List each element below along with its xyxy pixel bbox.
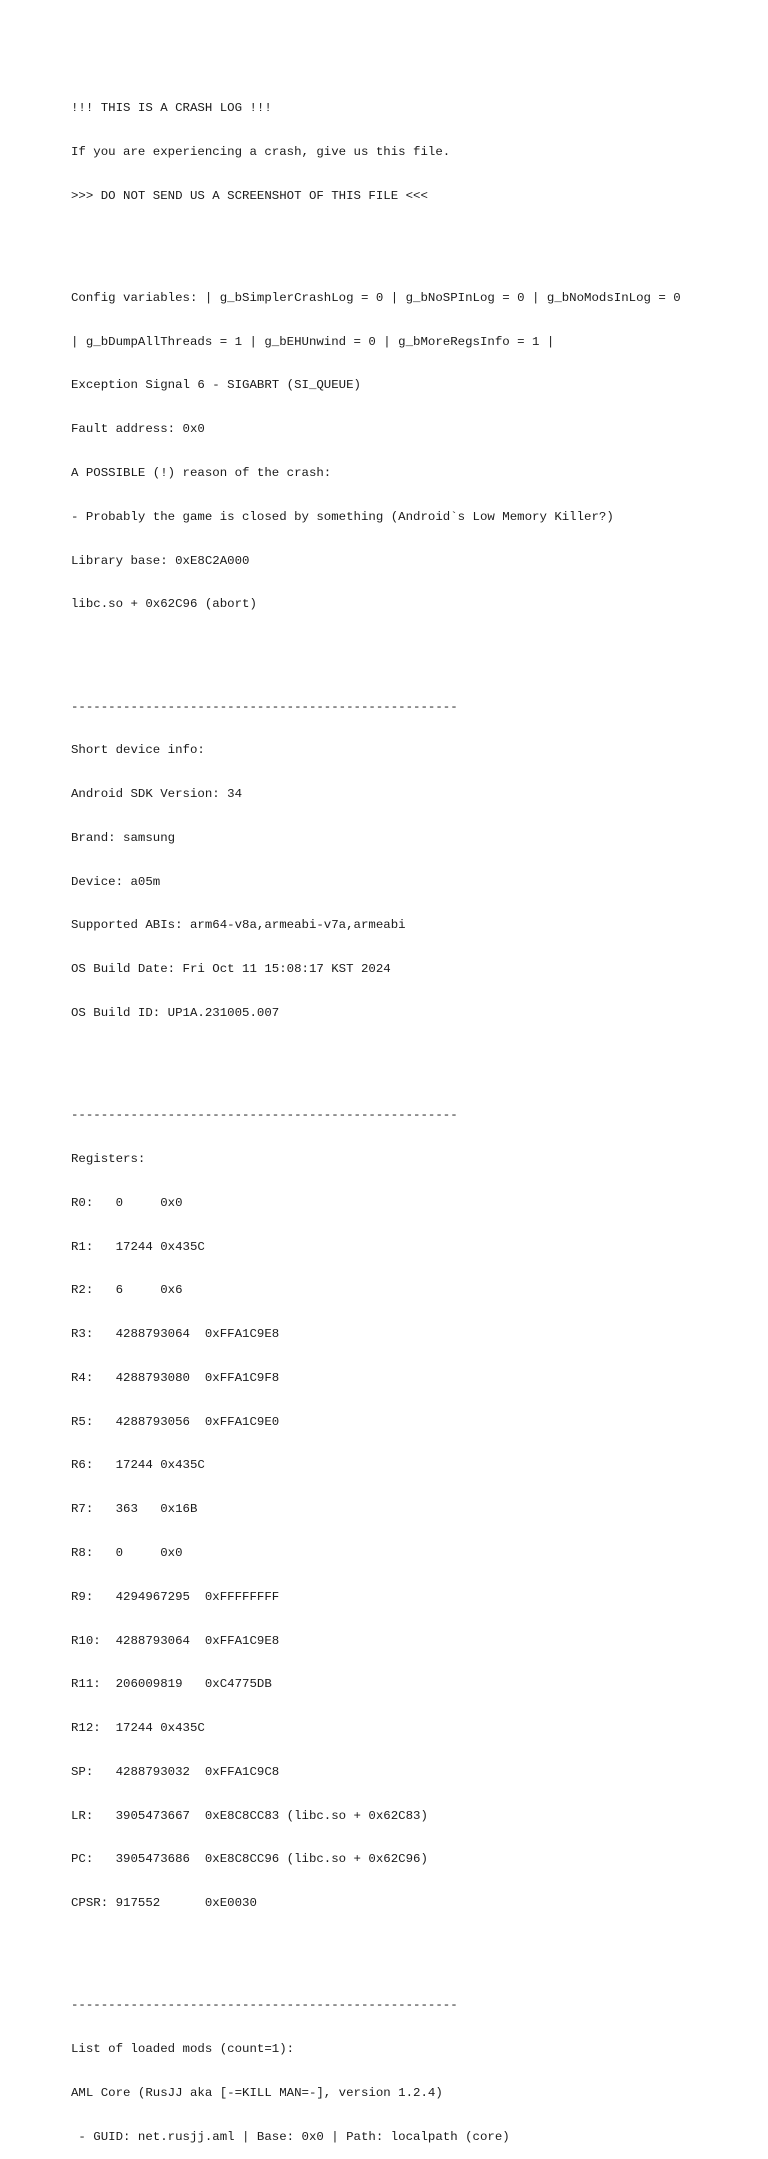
register-row: PC: 3905473686 0xE8C8CC96 (libc.so + 0x62C96) <box>71 1852 428 1867</box>
register-row: R0: 0 0x0 <box>71 1195 183 1210</box>
mods-heading: List of loaded mods (count=1): <box>71 2042 295 2057</box>
fault-address: Fault address: 0x0 <box>71 422 205 437</box>
register-row: SP: 4288793032 0xFFA1C9C8 <box>71 1764 280 1779</box>
device-model: Device: a05m <box>71 874 161 889</box>
section-separator: ---------------------------------------------------- <box>71 1108 458 1123</box>
register-row: R10: 4288793064 0xFFA1C9E8 <box>71 1633 280 1648</box>
library-base: Library base: 0xE8C2A000 <box>71 553 250 568</box>
crash-log-title: !!! THIS IS A CRASH LOG !!! <box>71 101 272 116</box>
crash-log-document <box>71 72 761 2159</box>
register-row: LR: 3905473667 0xE8C8CC83 (libc.so + 0x62C83) <box>71 1808 428 1823</box>
blank-line <box>71 233 761 248</box>
register-row: R7: 363 0x16B <box>71 1502 198 1517</box>
section-separator: ---------------------------------------------------- <box>71 699 458 714</box>
mod-name: AML Core (RusJJ aka [-=KILL MAN=-], version 1.2.4) <box>71 2085 443 2100</box>
config-variables-line-1: Config variables: | g_bSimplerCrashLog = 0 | g_bNoSPInLog = 0 | g_bNoModsInLog = 0 <box>71 290 681 305</box>
register-row: R12: 17244 0x435C <box>71 1721 205 1736</box>
register-row: R3: 4288793064 0xFFA1C9E8 <box>71 1327 280 1342</box>
sdk-version: Android SDK Version: 34 <box>71 787 243 802</box>
abort-location: libc.so + 0x62C96 (abort) <box>71 597 257 612</box>
possible-reason: - Probably the game is closed by something (Android`s Low Memory Killer?) <box>71 509 614 524</box>
possible-reason-heading: A POSSIBLE (!) reason of the crash: <box>71 466 332 481</box>
register-row: R9: 4294967295 0xFFFFFFFF <box>71 1589 280 1604</box>
register-row: R1: 17244 0x435C <box>71 1239 205 1254</box>
device-brand: Brand: samsung <box>71 830 176 845</box>
crash-log-instruction: If you are experiencing a crash, give us this file. <box>71 144 451 159</box>
register-row: R8: 0 0x0 <box>71 1545 183 1560</box>
section-separator: ---------------------------------------------------- <box>71 1998 458 2013</box>
registers-heading: Registers: <box>71 1151 146 1166</box>
supported-abis: Supported ABIs: arm64-v8a,armeabi-v7a,armeabi <box>71 918 406 933</box>
blank-line <box>71 1940 761 1955</box>
os-build-id: OS Build ID: UP1A.231005.007 <box>71 1006 280 1020</box>
register-row: R5: 4288793056 0xFFA1C9E0 <box>71 1414 280 1429</box>
config-variables-line-2: | g_bDumpAllThreads = 1 | g_bEHUnwind = 0 | g_bMoreRegsInfo = 1 | <box>71 334 555 349</box>
screenshot-warning: >>> DO NOT SEND US A SCREENSHOT OF THIS FILE <<< <box>71 188 428 203</box>
blank-line <box>71 1050 761 1065</box>
register-row: R11: 206009819 0xC4775DB <box>71 1677 272 1692</box>
blank-line <box>71 641 761 656</box>
register-row: CPSR: 917552 0xE0030 <box>71 1896 257 1911</box>
register-row: R2: 6 0x6 <box>71 1283 183 1298</box>
register-row: R4: 4288793080 0xFFA1C9F8 <box>71 1370 280 1385</box>
device-info-heading: Short device info: <box>71 743 205 758</box>
os-build-date: OS Build Date: Fri Oct 11 15:08:17 KST 2024 <box>71 962 391 977</box>
mod-details: - GUID: net.rusjj.aml | Base: 0x0 | Path: localpath (core) <box>71 2129 510 2144</box>
register-row: R6: 17244 0x435C <box>71 1458 205 1473</box>
exception-signal: Exception Signal 6 - SIGABRT (SI_QUEUE) <box>71 378 361 393</box>
